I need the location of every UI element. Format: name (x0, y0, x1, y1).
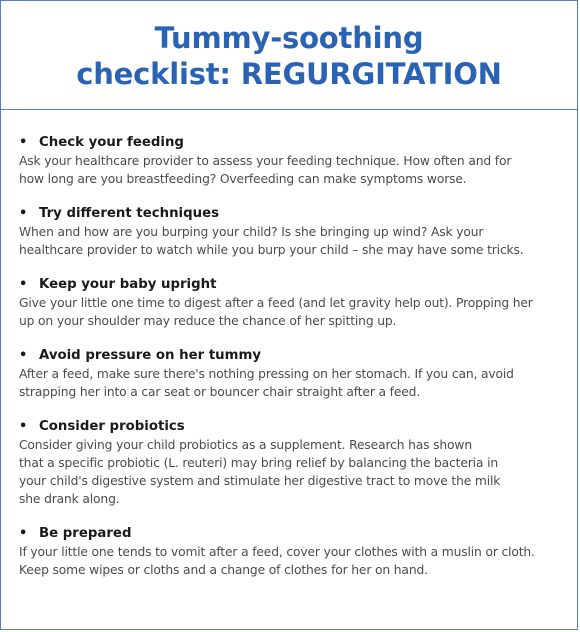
item-body (19, 436, 559, 508)
item-body (19, 543, 559, 579)
item-heading-text: Avoid pressure on her tummy (39, 348, 262, 363)
item-body-line: healthcare provider to watch while you burp your child – she may have some tricks. (19, 243, 524, 257)
item-body (19, 365, 559, 401)
item-body (19, 152, 559, 188)
checklist-item-keep-upright (19, 276, 559, 330)
item-heading (19, 418, 559, 436)
item-body (19, 223, 559, 259)
item-heading-text: Consider probiotics (39, 419, 185, 434)
item-heading-text: Try different techniques (39, 206, 220, 221)
item-body-line: Give your little one time to digest after a feed (and let gravity help out). Propping her (19, 296, 533, 310)
bullet-icon: • (19, 419, 28, 434)
checklist-content (1, 110, 577, 579)
checklist-item-be-prepared (19, 525, 559, 579)
item-body-line: up on your shoulder may reduce the chance of her spitting up. (19, 314, 397, 328)
item-heading-text: Check your feeding (39, 135, 184, 150)
bullet-icon: • (19, 526, 28, 541)
bullet-icon: • (19, 135, 28, 150)
item-heading (19, 205, 559, 223)
item-heading (19, 525, 559, 543)
item-body-line: After a feed, make sure there's nothing pressing on her stomach. If you can, avoid (19, 367, 514, 381)
item-heading (19, 347, 559, 365)
checklist-item-check-feeding (19, 134, 559, 188)
title-line-2: checklist: REGURGITATION (76, 57, 502, 91)
checklist-header (1, 1, 577, 110)
bullet-icon: • (19, 348, 28, 363)
item-body (19, 294, 559, 330)
item-heading-text: Keep your baby upright (39, 277, 217, 292)
checklist-item-probiotics (19, 418, 559, 508)
item-heading (19, 134, 559, 152)
item-body-line: that a specific probiotic (L. reuteri) may bring relief by balancing the bacteria in (19, 456, 498, 470)
item-body-line: she drank along. (19, 492, 120, 506)
item-body-line: your child's digestive system and stimulate her digestive tract to move the milk (19, 474, 501, 488)
item-heading-text: Be prepared (39, 526, 132, 541)
item-body-line: When and how are you burping your child? Is she bringing up wind? Ask your (19, 225, 484, 239)
item-body-line: Keep some wipes or cloths and a change of clothes for her on hand. (19, 563, 428, 577)
item-body-line: Ask your healthcare provider to assess your feeding technique. How often and for (19, 154, 512, 168)
bullet-icon: • (19, 206, 28, 221)
item-body-line: If your little one tends to vomit after a feed, cover your clothes with a muslin or cloth. (19, 545, 535, 559)
checklist-item-avoid-pressure (19, 347, 559, 401)
item-body-line: Consider giving your child probiotics as a supplement. Research has shown (19, 438, 472, 452)
checklist-item-try-techniques (19, 205, 559, 259)
item-body-line: how long are you breastfeeding? Overfeeding can make symptoms worse. (19, 172, 467, 186)
item-body-line: strapping her into a car seat or bouncer chair straight after a feed. (19, 385, 421, 399)
bullet-icon: • (19, 277, 28, 292)
item-heading (19, 276, 559, 294)
title-line-1: Tummy-soothing (154, 21, 424, 55)
